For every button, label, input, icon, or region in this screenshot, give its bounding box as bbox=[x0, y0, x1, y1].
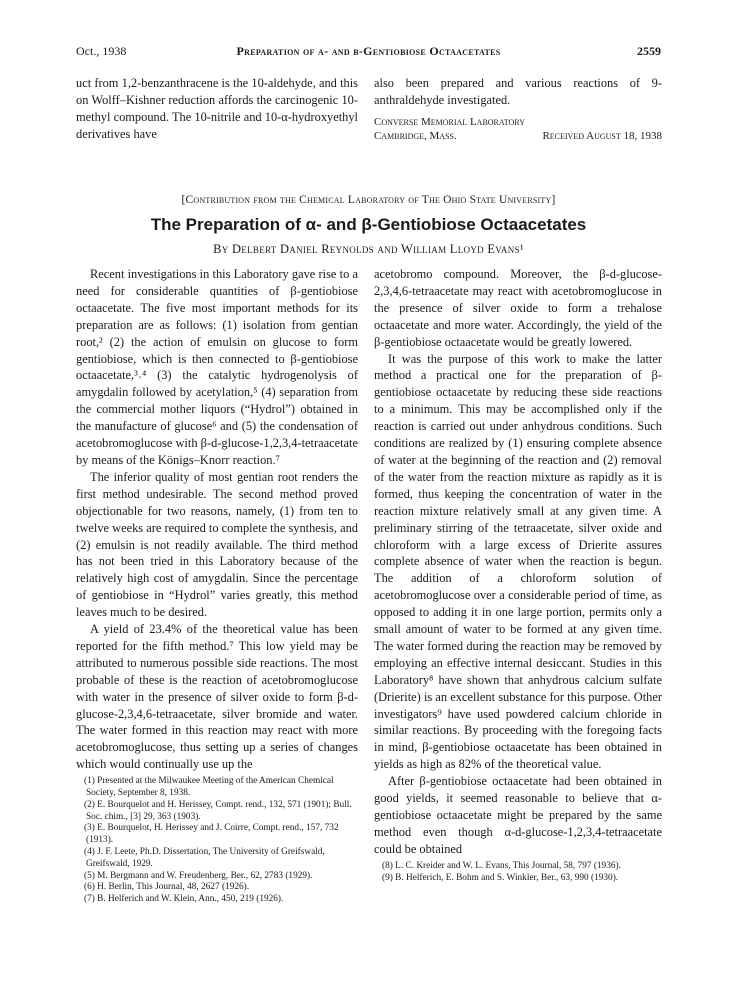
article-title: The Preparation of α- and β-Gentiobiose Octaacetates bbox=[150, 215, 587, 234]
footnote: (1) Presented at the Milwaukee Meeting of the American Chemical Society, September 8, 1938. bbox=[84, 776, 334, 798]
header-page-number: 2559 bbox=[637, 44, 661, 58]
footnote: (2) E. Bourquelot and H. Herissey, Compt. rend., 132, 571 (1901); Bull. Soc. chim., [3] 29, 363 (1903). bbox=[84, 799, 352, 822]
footnote: (7) B. Helferich and W. Klein, Ann., 450, 219 (1926). bbox=[84, 894, 284, 905]
footnotes-right bbox=[374, 861, 662, 885]
paragraph: It was the purpose of this work to make the latter method a practical one for the preparation of β-gentiobiose octaacetate by reducing these side reactions to a minimum. This may be accomplished only if the reaction is carried out under anhydrous conditions. Such conditions are realized by (1) ensuring complete absence of water at the beginning of the reaction and (2) removal of the water from the reaction mixture as rapidly as it is formed, thus keeping the concentration of water in the reaction mixture relatively small at any given time. A preliminary stirring of the tetraacetate, silver oxide and chloroform with a large excess of Drierite assures complete absence of water when the reaction is begun. The addition of a chloroform solution of acetobromoglucose over a considerable period of time, as opposed to adding it in one large portion, permits only a small amount of water to be formed at any given time. The water formed during the reaction may be removed by employing an effective internal desiccant. Studies in this Laboratory⁸ have shown that anhydrous calcium sulfate (Drierite) is an excellent substance for this purpose. Other investigators⁹ have used powdered calcium chloride in similar reactions. By proceeding with the foregoing facts in mind, β-gentiobiose octaacetate has been obtained in yields as high as 82% of the theoretical value. bbox=[374, 351, 662, 772]
affiliation-city: Cambridge, Mass. bbox=[374, 129, 457, 142]
footnote: (6) H. Berlin, This Journal, 48, 2627 (1926). bbox=[84, 882, 250, 893]
paragraph: A yield of 23.4% of the theoretical value has been reported for the fifth method.⁷ This low yield may be attributed to numerous possible side reactions. The most probable of these is the reaction of acetobromoglucose with water in the presence of silver oxide to form β-d-glucose-2,3,4,6-tetraacetate, silver bromide and water. The water formed in this reaction may react with more acetobromoglucose, thus setting up a series of changes which would continually use up the bbox=[76, 622, 358, 772]
previous-article-text: uct from 1,2-benzanthracene is the 10-aldehyde, and this on Wolff–Kishner reduction affords the carcinogenic 10-methyl compound. The 10-nitrile and 10-α-hydroxyethyl derivatives have bbox=[76, 76, 358, 141]
received-date: Received August 18, 1938 bbox=[542, 129, 662, 142]
previous-article-text-right: also been prepared and various reactions of 9-anthraldehyde investigated. bbox=[374, 76, 662, 107]
header-date: Oct., 1938 bbox=[76, 44, 127, 58]
left-column bbox=[76, 266, 358, 906]
footnotes-left bbox=[76, 776, 358, 906]
right-column bbox=[374, 266, 662, 884]
footnote: (5) M. Bergmann and W. Freudenberg, Ber., 62, 2783 (1929). bbox=[84, 870, 313, 881]
contribution-line: [Contribution from the Chemical Laboratory of The Ohio State University] bbox=[181, 194, 556, 206]
affiliation bbox=[374, 115, 662, 143]
header-running-title: Preparation of α- and β-Gentiobiose Octaacetates bbox=[236, 44, 501, 58]
footnote: (9) B. Helferich, E. Bohm and S. Winkler, Ber., 63, 990 (1930). bbox=[382, 872, 619, 883]
affiliation-lab: Converse Memorial Laboratory bbox=[374, 115, 525, 128]
author-byline: By Delbert Daniel Reynolds and William Lloyd Evans¹ bbox=[213, 242, 524, 256]
paragraph: The inferior quality of most gentian root renders the first method undesirable. The second method proved objectionable for two reasons, namely, (1) from ten to twelve weeks are required to complete the synthesis, and (2) emulsin is not readily available. The third method has not been tried in this Laboratory because of the relatively high cost of amygdalin. Since the percentage of gentiobiose in “Hydrol” varies greatly, this method leaves much to be desired. bbox=[76, 469, 358, 620]
running-header bbox=[76, 44, 661, 60]
paragraph: Recent investigations in this Laboratory gave rise to a need for considerable quantities of β-gentiobiose octaacetate. The five most important methods for its preparation are as follows: (1) isolation from gentian root,² (2) the action of emulsin on glucose to form gentiobiose, which is then connected to β-gentiobiose octaacetate,³˒⁴ (3) the catalytic hydrogenolysis of amygdalin followed by acetylation,⁵ (4) separation from the commercial mother liquors (“Hydrol”) obtained in the manufacture of glucose⁶ and (5) the condensation of acetobromoglucose with β-d-glucose-1,2,3,4-tetraacetate by means of the Königs–Knorr reaction.⁷ bbox=[76, 267, 358, 467]
footnote: (4) J. F. Leete, Ph.D. Dissertation, The University of Greifswald, Greifswald, 1929. bbox=[84, 846, 325, 869]
paragraph: acetobromo compound. Moreover, the β-d-glucose-2,3,4,6-tetraacetate may react with acetobromoglucose in the presence of silver oxide to form a trehalose octaacetate and more water. Accordingly, the yield of the β-gentiobiose octaacetate would be greatly lowered. bbox=[374, 267, 662, 349]
previous-article-end-left bbox=[76, 75, 358, 143]
previous-article-end-right bbox=[374, 75, 662, 143]
footnote: (3) E. Bourquelot, H. Herissey and J. Coirre, Compt. rend., 157, 732 (1913). bbox=[84, 823, 339, 846]
footnote: (8) L. C. Kreider and W. L. Evans, This Journal, 58, 797 (1936). bbox=[382, 860, 621, 871]
paragraph: After β-gentiobiose octaacetate had been obtained in good yields, it seemed reasonable to believe that α-gentiobiose octaacetate might be prepared by the same method even though α-d-glucose-1,2,3,4-tetraacetate could be obtained bbox=[374, 774, 662, 856]
